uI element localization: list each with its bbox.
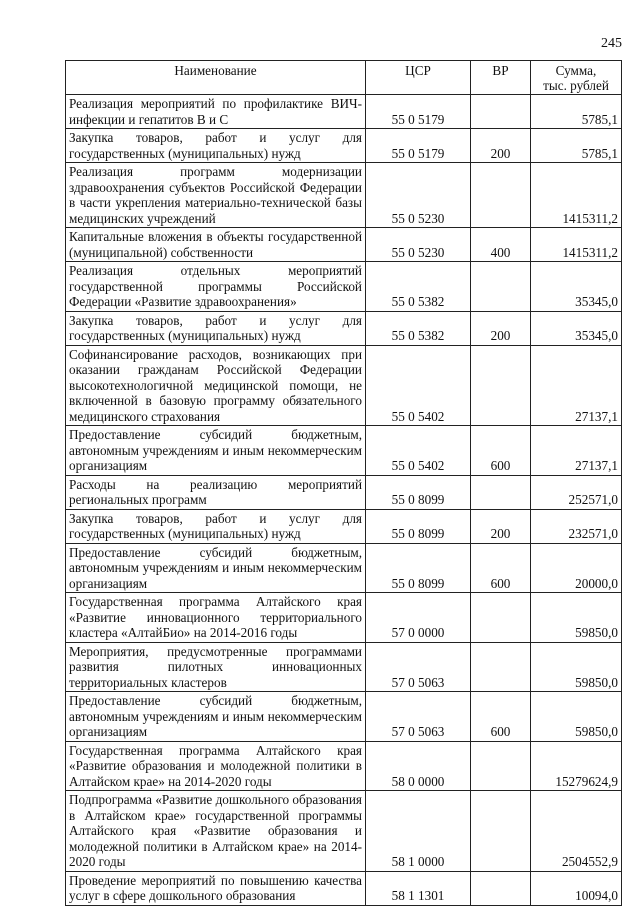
cell-name: Реализация мероприятий по профилактике ВИЧ-инфекции и гепатитов В и С (66, 95, 366, 129)
cell-csr: 55 0 5230 (366, 163, 471, 228)
cell-vr: 600 (471, 692, 531, 742)
cell-sum: 5785,1 (531, 95, 622, 129)
table-row (66, 95, 622, 129)
cell-sum: 27137,1 (531, 345, 622, 426)
cell-name: Государственная программа Алтайского края «Развитие инновационного территориального кластера «АлтайБио» на 2014-2016 годы (66, 593, 366, 643)
cell-vr: 200 (471, 311, 531, 345)
table-row (66, 871, 622, 905)
header-sum: Сумма, тыс. рублей (531, 61, 622, 95)
cell-vr (471, 262, 531, 312)
cell-name: Предоставление субсидий бюджетным, автономным учреждениям и иным некоммерческим организациям (66, 543, 366, 593)
cell-sum: 27137,1 (531, 426, 622, 476)
cell-name: Расходы на реализацию мероприятий региональных программ (66, 475, 366, 509)
cell-vr (471, 741, 531, 791)
cell-sum: 10094,0 (531, 871, 622, 905)
cell-sum: 59850,0 (531, 642, 622, 692)
table-row (66, 509, 622, 543)
table-row (66, 791, 622, 872)
cell-vr (471, 593, 531, 643)
table-row (66, 311, 622, 345)
table-row (66, 692, 622, 742)
cell-vr (471, 642, 531, 692)
cell-csr: 58 0 0000 (366, 741, 471, 791)
cell-csr: 58 1 1301 (366, 871, 471, 905)
cell-csr: 55 0 8099 (366, 543, 471, 593)
cell-sum: 1415311,2 (531, 163, 622, 228)
cell-sum: 252571,0 (531, 475, 622, 509)
cell-csr: 58 1 0000 (366, 791, 471, 872)
header-name: Наименование (66, 61, 366, 95)
header-csr: ЦСР (366, 61, 471, 95)
page-number: 245 (601, 36, 622, 51)
cell-sum: 35345,0 (531, 311, 622, 345)
cell-csr: 55 0 5382 (366, 311, 471, 345)
cell-sum: 1415311,2 (531, 228, 622, 262)
cell-csr: 55 0 8099 (366, 475, 471, 509)
cell-sum: 59850,0 (531, 692, 622, 742)
cell-vr (471, 475, 531, 509)
table-row (66, 163, 622, 228)
cell-csr: 55 0 5179 (366, 129, 471, 163)
cell-sum: 20000,0 (531, 543, 622, 593)
cell-name: Предоставление субсидий бюджетным, автономным учреждениям и иным некоммерческим организациям (66, 426, 366, 476)
cell-csr: 55 0 5382 (366, 262, 471, 312)
cell-vr (471, 791, 531, 872)
cell-csr: 55 0 5230 (366, 228, 471, 262)
cell-name: Закупка товаров, работ и услуг для государственных (муниципальных) нужд (66, 129, 366, 163)
cell-sum: 2504552,9 (531, 791, 622, 872)
cell-name: Реализация отдельных мероприятий государственной программы Российской Федерации «Развитие здравоохранения» (66, 262, 366, 312)
cell-csr: 55 0 5402 (366, 345, 471, 426)
cell-name: Капитальные вложения в объекты государственной (муниципальной) собственности (66, 228, 366, 262)
cell-name: Подпрограмма «Развитие дошкольного образования в Алтайском крае» государственной программы Алтайского края «Развитие образования и молодежной политики в Алтайском крае» на 2014-2020 годы (66, 791, 366, 872)
cell-csr: 55 0 5179 (366, 95, 471, 129)
cell-csr: 57 0 0000 (366, 593, 471, 643)
cell-sum: 5785,1 (531, 129, 622, 163)
table-row (66, 228, 622, 262)
header-vr: ВР (471, 61, 531, 95)
cell-name: Проведение мероприятий по повышению качества услуг в сфере дошкольного образования (66, 871, 366, 905)
table-row (66, 642, 622, 692)
cell-name: Предоставление субсидий бюджетным, автономным учреждениям и иным некоммерческим организациям (66, 692, 366, 742)
cell-vr (471, 345, 531, 426)
cell-sum: 59850,0 (531, 593, 622, 643)
cell-name: Государственная программа Алтайского края «Развитие образования и молодежной политики в Алтайском крае» на 2014-2020 годы (66, 741, 366, 791)
cell-vr (471, 871, 531, 905)
budget-table (65, 60, 622, 906)
cell-name: Закупка товаров, работ и услуг для государственных (муниципальных) нужд (66, 509, 366, 543)
table-header-row (66, 61, 622, 95)
cell-csr: 55 0 8099 (366, 509, 471, 543)
cell-vr (471, 95, 531, 129)
table-row (66, 426, 622, 476)
cell-name: Мероприятия, предусмотренные программами развития пилотных инновационных территориальных кластеров (66, 642, 366, 692)
table-row (66, 593, 622, 643)
cell-vr: 200 (471, 129, 531, 163)
cell-vr: 600 (471, 426, 531, 476)
cell-name: Софинансирование расходов, возникающих при оказании гражданам Российской Федерации высокотехнологичной медицинской помощи, не включенной в базовую программу обязательного медицинского страхования (66, 345, 366, 426)
table-row (66, 741, 622, 791)
cell-vr: 200 (471, 509, 531, 543)
cell-vr (471, 163, 531, 228)
table-row (66, 262, 622, 312)
table-row (66, 543, 622, 593)
table-row (66, 129, 622, 163)
cell-vr: 600 (471, 543, 531, 593)
cell-sum: 232571,0 (531, 509, 622, 543)
table-row (66, 345, 622, 426)
cell-csr: 55 0 5402 (366, 426, 471, 476)
cell-sum: 15279624,9 (531, 741, 622, 791)
table-row (66, 475, 622, 509)
table-body (66, 95, 622, 906)
cell-name: Реализация программ модернизации здравоохранения субъектов Российской Федерации в части укрепления материально-технической базы медицинских учреждений (66, 163, 366, 228)
cell-sum: 35345,0 (531, 262, 622, 312)
cell-csr: 57 0 5063 (366, 692, 471, 742)
cell-name: Закупка товаров, работ и услуг для государственных (муниципальных) нужд (66, 311, 366, 345)
cell-csr: 57 0 5063 (366, 642, 471, 692)
cell-vr: 400 (471, 228, 531, 262)
